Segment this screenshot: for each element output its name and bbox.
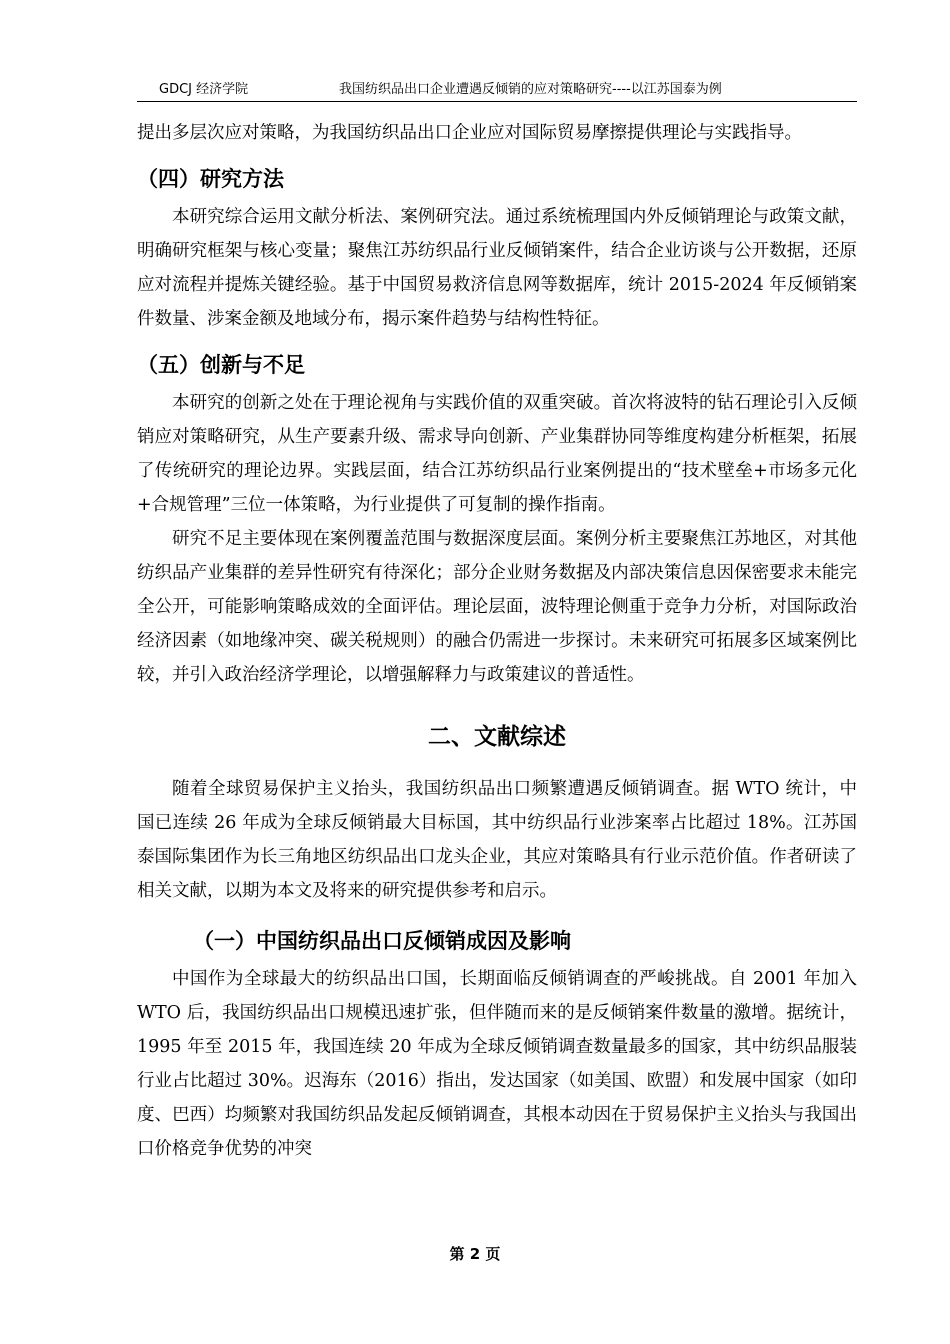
causes-paragraph: 中国作为全球最大的纺织品出口国，长期面临反倾销调查的严峻挑战。自 2001 年加入 WTO 后，我国纺织品出口规模迅速扩张，但伴随而来的是反倾销案件数量的激增。据统计，1995 年至 2015 年，我国连续 20 年成为全球反倾销调查数量最多的国家，其中纺织品服装行业占比超过 30%。迟海东（2016）指出，发达国家（如美国、欧盟）和发展中国家（如印度、巴西）均频繁对我国纺织品发起反倾销调查，其根本动因在于贸易保护主义抬头与我国出口价格竞争优势的冲突 [137, 969, 857, 1159]
section-causes-heading: （一）中国纺织品出口反倾销成因及影响 [193, 929, 571, 953]
research-methods-paragraph: 本研究综合运用文献分析法、案例研究法。通过系统梳理国内外反倾销理论与政策文献，明确研究框架与核心变量；聚焦江苏纺织品行业反倾销案件，结合企业访谈与公开数据，还原应对流程并提炼关键经验。基于中国贸易救济信息网等数据库，统计 2015-2024 年反倾销案件数量、涉案金额及地域分布，揭示案件趋势与结构性特征。 [137, 207, 857, 329]
intro-tail-paragraph: 提出多层次应对策略，为我国纺织品出口企业应对国际贸易摩擦提供理论与实践指导。 [137, 123, 802, 143]
chapter-literature-review-heading: 二、文献综述 [428, 724, 566, 750]
page-content [137, 116, 857, 1166]
header-institution: GDCJ 经济学院 [159, 82, 249, 97]
limitations-paragraph: 研究不足主要体现在案例覆盖范围与数据深度层面。案例分析主要聚焦江苏地区，对其他纺织品产业集群的差异性研究有待深化；部分企业财务数据及内部决策信息因保密要求未能完全公开，可能影响策略成效的全面评估。理论层面，波特理论侧重于竞争力分析，对国际政治经济因素（如地缘冲突、碳关税规则）的融合仍需进一步探讨。未来研究可拓展多区域案例比较，并引入政治经济学理论，以增强解释力与政策建议的普适性。 [137, 529, 857, 685]
literature-review-intro-paragraph: 随着全球贸易保护主义抬头，我国纺织品出口频繁遭遇反倾销调查。据 WTO 统计，中国已连续 26 年成为全球反倾销最大目标国，其中纺织品行业涉案率占比超过 18%。江苏国泰国际集团作为长三角地区纺织品出口龙头企业，其应对策略具有行业示范价值。作者研读了相关文献，以期为本文及将来的研究提供参考和启示。 [137, 779, 857, 901]
innovation-paragraph: 本研究的创新之处在于理论视角与实践价值的双重突破。首次将波特的钻石理论引入反倾销应对策略研究，从生产要素升级、需求导向创新、产业集群协同等维度构建分析框架，拓展了传统研究的理论边界。实践层面，结合江苏纺织品行业案例提出的“技术壁垒+市场多元化+合规管理”三位一体策略，为行业提供了可复制的操作指南。 [137, 393, 857, 515]
page-header [137, 78, 857, 100]
section-innovation-heading: （五）创新与不足 [137, 353, 305, 377]
header-paper-title: 我国纺织品出口企业遭遇反倾销的应对策略研究----以江苏国泰为例 [339, 82, 722, 97]
section-research-methods-heading: （四）研究方法 [137, 167, 284, 191]
page-number: 第 2 页 [449, 1245, 501, 1263]
header-divider [137, 101, 857, 102]
